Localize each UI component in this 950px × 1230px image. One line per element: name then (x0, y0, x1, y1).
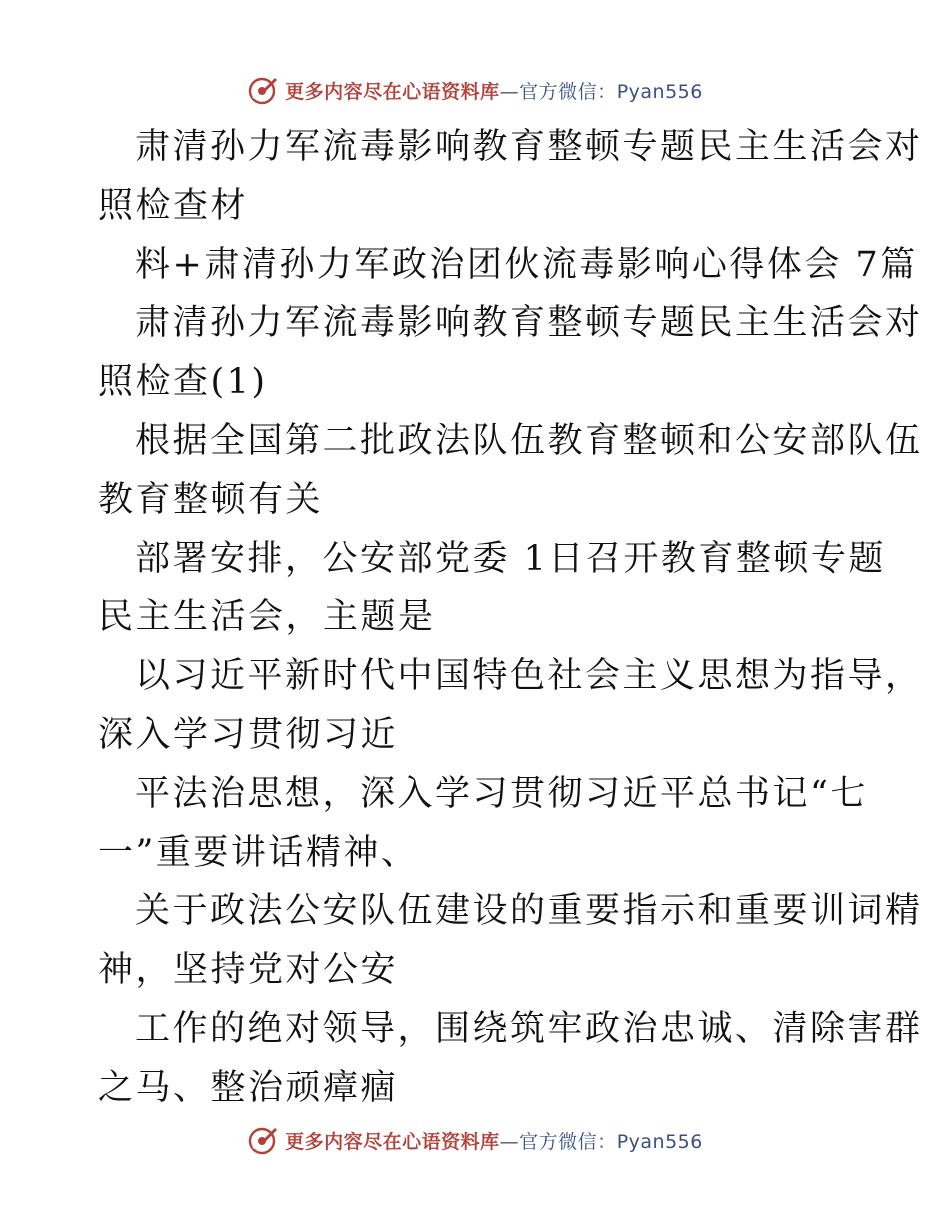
header-watermark-banner (0, 70, 950, 110)
footer-wechat-id: Pyan556 (616, 1130, 703, 1153)
document-body (98, 118, 923, 1118)
text-line-7: 教育整顿有关 (98, 479, 324, 520)
text-line-8: 部署安排，公安部党委 1日召开教育整顿专题 (135, 538, 886, 579)
text-line-6: 根据全国第二批政法队伍教育整顿和公安部队伍 (135, 420, 923, 461)
pen-logo-icon (247, 74, 279, 106)
header-brand-text: 更多内容尽在心语资料库 (285, 80, 500, 103)
text-line-2: 照检查材 (98, 185, 249, 226)
text-line-10: 以习近平新时代中国特色社会主义思想为指导， (135, 656, 923, 697)
footer-separator: — (499, 1130, 520, 1153)
footer-watermark-banner (0, 1120, 950, 1160)
footer-banner-text (285, 1127, 703, 1154)
header-separator: — (499, 80, 520, 103)
text-line-1: 肃清孙力军流毒影响教育整顿专题民主生活会对 (135, 127, 923, 167)
text-line-12: 平法治思想，深入学习贯彻习近平总书记“七 (135, 773, 868, 814)
header-banner-text (285, 77, 703, 104)
text-line-15: 神，坚持党对公安 (98, 950, 399, 991)
text-line-17: 之马、整治顽瘴痼 (98, 1067, 399, 1108)
text-line-9: 民主生活会，主题是 (98, 597, 436, 638)
text-line-16: 工作的绝对领导，围绕筑牢政治忠诚、清除害群 (135, 1008, 923, 1049)
text-line-5: 照检查(1) (98, 362, 268, 403)
footer-brand-text: 更多内容尽在心语资料库 (285, 1130, 500, 1153)
text-line-3: 料+肃清孙力军政治团伙流毒影响心得体会 7篇 (135, 244, 918, 285)
text-line-13: 一”重要讲话精神、 (98, 832, 419, 873)
footer-contact-text: 官方微信： (519, 1130, 617, 1153)
text-line-4: 肃清孙力军流毒影响教育整顿专题民主生活会对 (135, 303, 923, 344)
header-contact-text: 官方微信： (519, 80, 617, 103)
text-line-14: 关于政法公安队伍建设的重要指示和重要训词精 (135, 891, 923, 932)
text-line-11: 深入学习贯彻习近 (98, 714, 399, 755)
header-wechat-id: Pyan556 (616, 80, 703, 103)
pen-logo-icon (247, 1124, 279, 1156)
